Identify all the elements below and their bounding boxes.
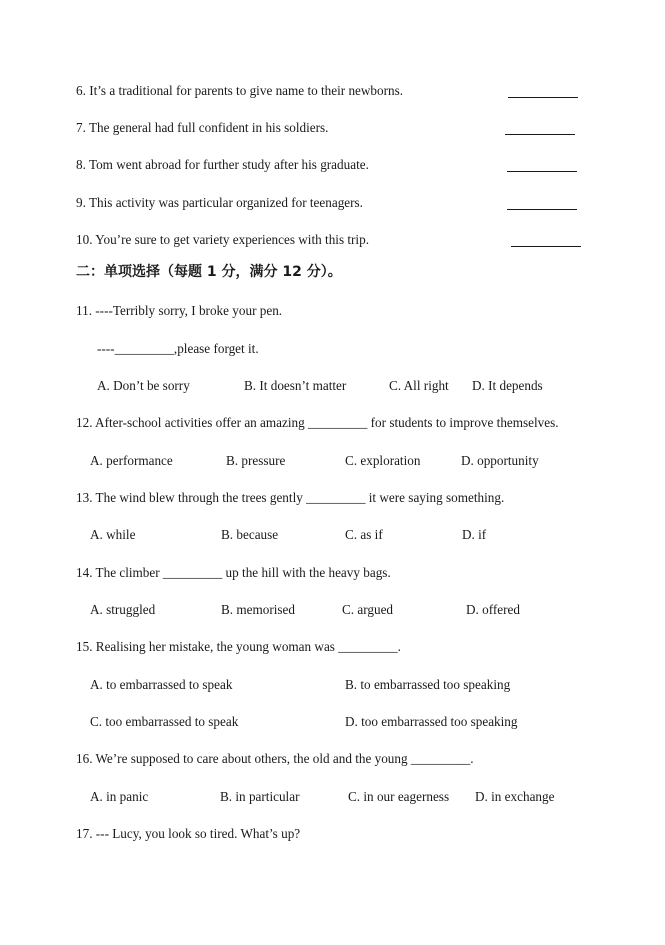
question-14-option-b[interactable]: B. memorised [221,602,295,617]
question-6-text: 6. It’s a traditional for parents to give name to their newborns. [76,83,404,98]
answer-blank-10[interactable] [511,246,581,247]
question-12-option-c[interactable]: C. exploration [345,453,421,468]
question-12-option-b[interactable]: B. pressure [226,453,286,468]
question-13-option-d[interactable]: D. if [462,527,487,542]
question-15-option-b[interactable]: B. to embarrassed too speaking [345,677,511,692]
question-8-text: 8. Tom went abroad for further study after his graduate. [76,157,369,172]
question-13-option-a[interactable]: A. while [90,527,136,542]
question-12-option-a[interactable]: A. performance [90,453,173,468]
question-11-stem: 11. ----Terribly sorry, I broke your pen. [76,303,283,318]
question-13-option-b[interactable]: B. because [221,527,279,542]
question-14-option-c[interactable]: C. argued [342,602,394,617]
question-13-option-c[interactable]: C. as if [345,527,383,542]
question-16-option-c[interactable]: C. in our eagerness [348,789,450,804]
question-16-option-d[interactable]: D. in exchange [475,789,555,804]
question-11-option-d[interactable]: D. It depends [472,378,543,393]
question-7-text: 7. The general had full confident in his soldiers. [76,120,329,135]
question-11-option-b[interactable]: B. It doesn’t matter [244,378,347,393]
question-16-stem: 16. We’re supposed to care about others, the old and the young _________. [76,751,474,766]
question-11-option-a[interactable]: A. Don’t be sorry [97,378,190,393]
section-heading: 二：单项选择（每题 1 分，满分 12 分）。 [76,264,342,280]
question-17-stem: 17. --- Lucy, you look so tired. What’s up? [76,826,301,841]
answer-blank-6[interactable] [508,97,578,98]
answer-blank-9[interactable] [507,209,577,210]
question-16-option-b[interactable]: B. in particular [220,789,300,804]
question-11-reply: ----_________,please forget it. [97,341,259,356]
question-14-option-a[interactable]: A. struggled [90,602,156,617]
answer-blank-7[interactable] [505,134,575,135]
question-11-option-c[interactable]: C. All right [389,378,449,393]
question-16-option-a[interactable]: A. in panic [90,789,149,804]
question-12-stem: 12. After-school activities offer an amazing _________ for students to improve themselves. [76,415,559,430]
answer-blank-8[interactable] [507,171,577,172]
question-10-text: 10. You’re sure to get variety experiences with this trip. [76,232,369,247]
question-15-option-c[interactable]: C. too embarrassed to speak [90,714,239,729]
question-13-stem: 13. The wind blew through the trees gently _________ it were saying something. [76,490,505,505]
question-9-text: 9. This activity was particular organized for teenagers. [76,195,363,210]
question-15-option-d[interactable]: D. too embarrassed too speaking [345,714,518,729]
question-15-option-a[interactable]: A. to embarrassed to speak [90,677,233,692]
question-14-stem: 14. The climber _________ up the hill with the heavy bags. [76,565,391,580]
question-15-stem: 15. Realising her mistake, the young woman was _________. [76,639,401,654]
question-12-option-d[interactable]: D. opportunity [461,453,539,468]
question-14-option-d[interactable]: D. offered [466,602,520,617]
